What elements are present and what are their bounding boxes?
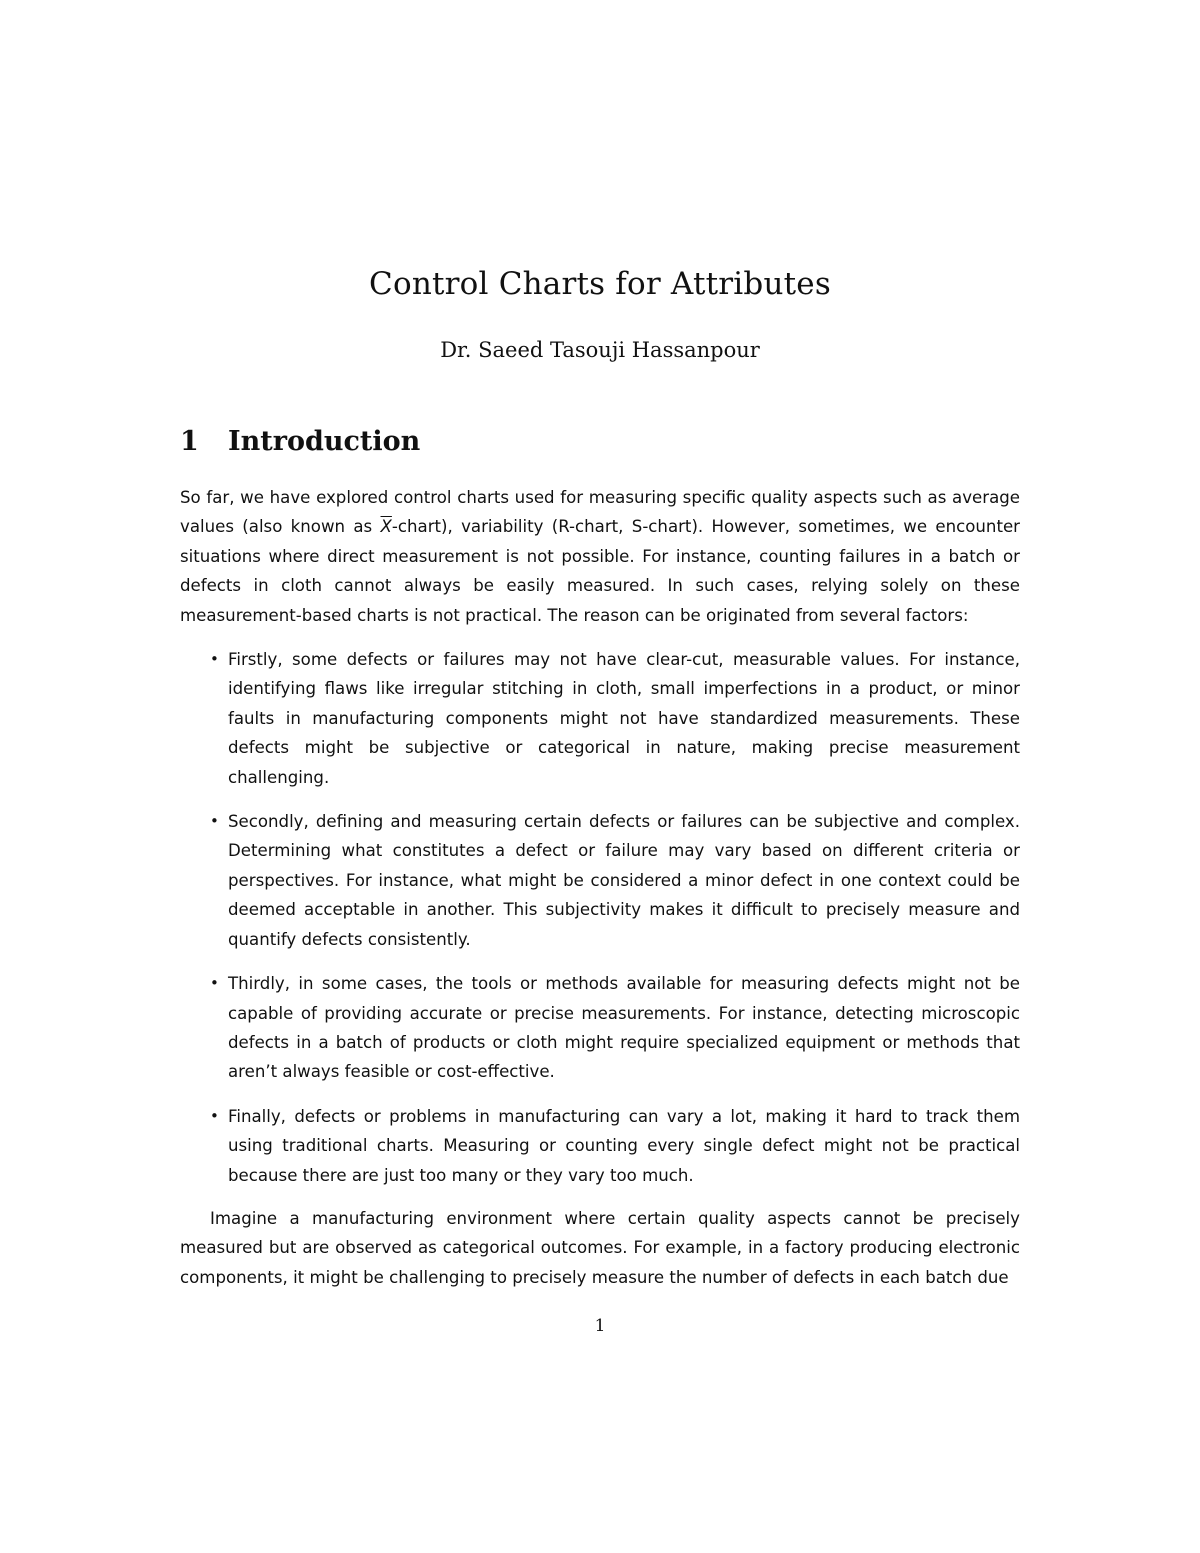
intro-text-part1: So far, we have explored control charts used for measuring specific quality aspects such as average values (also known as — [180, 488, 1020, 537]
list-item — [180, 807, 1020, 954]
intro-text-part2: -chart), variability (R-chart, S-chart). However, sometimes, we encounter situations where direct measurement is not possible. For instance, counting failures in a batch or defects in cloth cannot always be easily measured. In such cases, relying solely on these measurement-based charts is not practical. The reason can be originated from several factors: — [180, 517, 1020, 625]
document-title: Control Charts for Attributes — [369, 266, 831, 302]
bullet-icon: • — [210, 974, 219, 993]
closing-paragraph: Imagine a manufacturing environment where certain quality aspects cannot be precisely measured but are observed as categorical outcomes. For example, in a factory producing electronic components, it might be challenging to precisely measure the number of defects in each batch due — [180, 1208, 1020, 1287]
list-item — [180, 645, 1020, 792]
list-item-text: Secondly, defining and measuring certain defects or failures can be subjective and complex. Determining what constitutes a defect or failure may vary based on different criteria or perspectives. For instance, what might be considered a minor defect in one context could be deemed acceptable in another. This subjectivity makes it difficult to precisely measure and quantify defects consistently. — [228, 812, 1020, 949]
list-item-text: Finally, defects or problems in manufacturing can vary a lot, making it hard to track them using traditional charts. Measuring or counting every single defect might not be practical because there are just too many or they vary too much. — [228, 1106, 1020, 1185]
list-item — [180, 1102, 1020, 1190]
section-number: 1 — [180, 426, 199, 457]
factor-list — [180, 645, 1020, 1190]
xbar-symbol: $\overline{X}$ — [380, 517, 392, 537]
bullet-icon: • — [210, 650, 219, 669]
section-title: Introduction — [228, 426, 421, 457]
bullet-icon: • — [210, 1106, 219, 1125]
document-author: Dr. Saeed Tasouji Hassanpour — [440, 338, 760, 362]
bullet-icon: • — [210, 812, 219, 831]
list-item — [180, 969, 1020, 1087]
intro-paragraph — [180, 483, 1020, 630]
list-item-text: Firstly, some defects or failures may not have clear-cut, measurable values. For instance, identifying flaws like irregular stitching in cloth, small imperfections in a product, or minor faults in manufacturing components might not have standardized measurements. These defects might be subjective or categorical in nature, making precise measurement challenging. — [228, 650, 1020, 787]
list-item-text: Thirdly, in some cases, the tools or methods available for measuring defects might not be capable of providing accurate or precise measurements. For instance, detecting microscopic defects in a batch of products or cloth might require specialized equipment or methods that aren’t always feasible or cost-effective. — [228, 974, 1020, 1082]
section-body — [180, 483, 1020, 1292]
page-number: 1 — [594, 1316, 606, 1336]
section-heading — [180, 426, 420, 457]
